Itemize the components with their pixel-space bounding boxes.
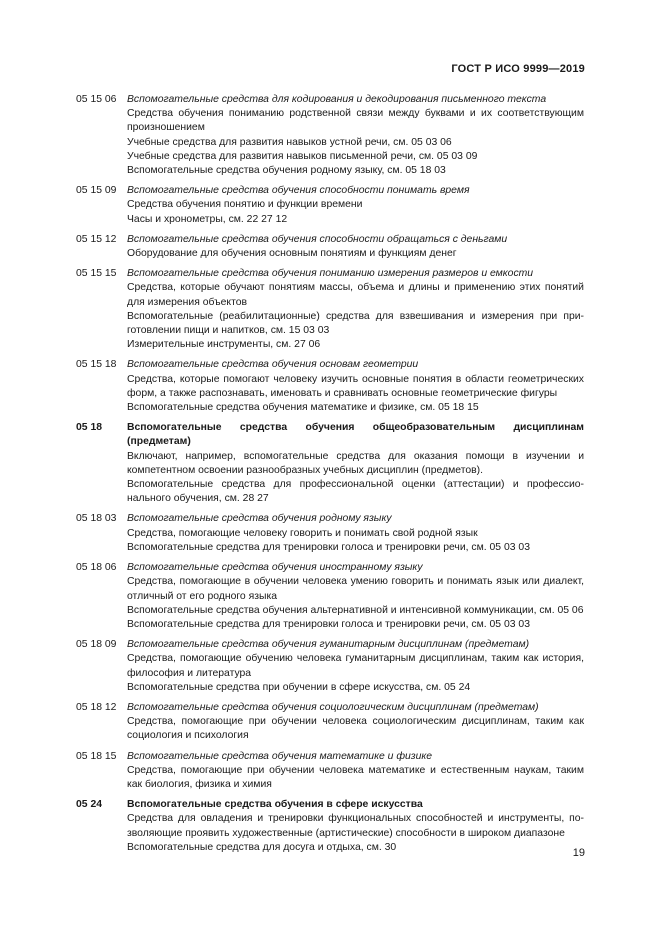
- entry-body: [127, 267, 584, 352]
- classification-list: [76, 93, 584, 861]
- entry-code: 05 15 06: [76, 94, 117, 105]
- entry-title: Вспомогательные средства обучения гуманитарным дисциплинам (предметам): [127, 639, 530, 651]
- classification-entry: [76, 358, 584, 415]
- classification-entry: [76, 233, 584, 261]
- entry-body: [127, 358, 584, 415]
- entry-code: 05 18: [76, 422, 103, 434]
- entry-description-line: Средства обучения пониманию родственной связи между буквами и их соответствующим произношением: [127, 108, 584, 134]
- entry-description-line: Вспомогательные средства при обучении в сфере искусства, см. 05 24: [127, 681, 471, 693]
- entry-title: Вспомогательные средства обучения в сфере искусства: [127, 799, 423, 811]
- classification-entry: [76, 184, 584, 227]
- entry-description-line: Вспомогательные средства обучения математике и физике, см. 05 18 15: [127, 402, 479, 414]
- entry-code: 05 18 09: [76, 639, 117, 651]
- entry-description-line: Средства, помогающие обучению человека гуманитарным дисциплинам, таким как история, философия и литература: [127, 653, 584, 679]
- entry-body: [127, 421, 584, 506]
- entry-description-line: Вспомогательные средства для профессиональной оценки (аттестации) и профессионального обучения, см. 28 27: [127, 479, 584, 505]
- entry-code: 05 18 03: [76, 513, 117, 525]
- entry-code: 05 24: [76, 799, 103, 811]
- entry-description-line: Включают, например, вспомогательные средства для оказания помощи в изучении и компетентном освоении разнообразных учебных дисциплин (предметов).: [127, 450, 584, 476]
- entry-description-line: Средства, помогающие человеку говорить и понимать свой родной язык: [127, 527, 478, 539]
- entry-code: 05 15 18: [76, 359, 117, 371]
- entry-description-line: Вспомогательные средства для тренировки голоса и тренировки речи, см. 05 03 03: [127, 618, 530, 630]
- entry-description-line: Средства, которые помогают человеку изучить основные понятия в области геометрических форм, а также распознавать, именовать и сравнивать основные геометрические фигуры: [127, 373, 584, 399]
- entry-title: Вспомогательные средства обучения иностранному языку: [127, 562, 423, 574]
- entry-description-line: Измерительные инструменты, см. 27 06: [127, 339, 321, 351]
- classification-entry: [76, 561, 584, 632]
- entry-code: 05 15 15: [76, 268, 117, 280]
- entry-title: Вспомогательные средства обучения социологическим дисциплинам (предметам): [127, 701, 539, 713]
- entry-body: [127, 184, 584, 227]
- entry-description-line: Средства обучения понятию и функции времени: [127, 199, 363, 211]
- entry-description-line: Учебные средства для развития навыков письменной речи, см. 05 03 09: [127, 150, 478, 162]
- entry-code: 05 18 12: [76, 701, 117, 713]
- entry-code: 05 15 09: [76, 185, 117, 197]
- classification-entry: [76, 701, 584, 744]
- entry-body: [127, 798, 584, 855]
- entry-code: 05 18 06: [76, 562, 117, 574]
- entry-code: 05 18 15: [76, 750, 117, 762]
- entry-title: Вспомогательные средства обучения способности понимать время: [127, 185, 470, 197]
- entry-title: Вспомогательные средства обучения пониманию измерения размеров и емкости: [127, 268, 534, 280]
- classification-entry: [76, 93, 584, 178]
- entry-title: Вспомогательные средства обучения основам геометрии: [127, 359, 419, 371]
- entry-body: [127, 512, 584, 555]
- classification-entry: [76, 798, 584, 855]
- classification-entry: [76, 421, 584, 506]
- entry-description-line: Оборудование для обучения основным понятиям и функциям денег: [127, 248, 457, 260]
- entry-description-line: Средства, помогающие при обучении человека математике и естественным наукам, таким как биология, физика и химия: [127, 764, 584, 790]
- classification-entry: [76, 750, 584, 793]
- entry-body: [127, 701, 584, 744]
- entry-body: [127, 638, 584, 695]
- entry-body: [127, 233, 584, 261]
- page-number: 19: [572, 847, 585, 859]
- entry-body: [127, 93, 584, 178]
- entry-description-line: Вспомогательные средства для тренировки голоса и тренировки речи, см. 05 03 03: [127, 541, 530, 553]
- entry-description-line: Часы и хронометры, см. 22 27 12: [127, 213, 288, 225]
- entry-description-line: Вспомогательные (реабилитационные) средства для взвешивания и измерения при приготовлении пищи и напитков, см. 15 03 03: [127, 310, 584, 337]
- entry-description-line: Вспомогательные средства обучения альтернативной и интенсивной коммуникации, см. 05 06: [127, 604, 584, 616]
- entry-title: Вспомогательные средства обучения математике и физике: [127, 750, 433, 762]
- entry-body: [127, 750, 584, 793]
- entry-description-line: Средства, помогающие в обучении человека умению говорить и понимать язык или диалект, отличный от его родного языка: [127, 576, 584, 602]
- classification-entry: [76, 638, 584, 695]
- entry-body: [127, 561, 584, 632]
- entry-description-line: Вспомогательные средства для досуга и отдыха, см. 30: [127, 841, 397, 853]
- entry-description-line: Средства, которые обучают понятиям массы, объема и длины и применению этих понятий для измерения объектов: [127, 282, 584, 308]
- entry-description-line: Средства, помогающие при обучении человека социологическим дисциплинам, таким как социология и психология: [127, 716, 584, 742]
- entry-description-line: Учебные средства для развития навыков устной речи, см. 05 03 06: [127, 136, 452, 148]
- entry-description-line: Вспомогательные средства обучения родному языку, см. 05 18 03: [127, 165, 446, 177]
- classification-entry: [76, 267, 584, 352]
- entry-title: Вспомогательные средства обучения способности обращаться с деньгами: [127, 233, 508, 245]
- entry-title: Вспомогательные средства обучения общеобразовательным дисциплинам (предметам): [127, 422, 584, 448]
- entry-code: 05 15 12: [76, 233, 117, 245]
- classification-entry: [76, 512, 584, 555]
- entry-title: Вспомогательные средства обучения родному языку: [127, 513, 392, 525]
- document-header: ГОСТ Р ИСО 9999—2019: [451, 63, 585, 75]
- entry-title: Вспомогательные средства для кодирования и декодирования письменного текста: [127, 94, 547, 105]
- entry-description-line: Средства для овладения и тренировки функциональных способностей и инструменты, позволяющие проявить художественные (артистические) способности в широком диапазоне: [127, 813, 584, 839]
